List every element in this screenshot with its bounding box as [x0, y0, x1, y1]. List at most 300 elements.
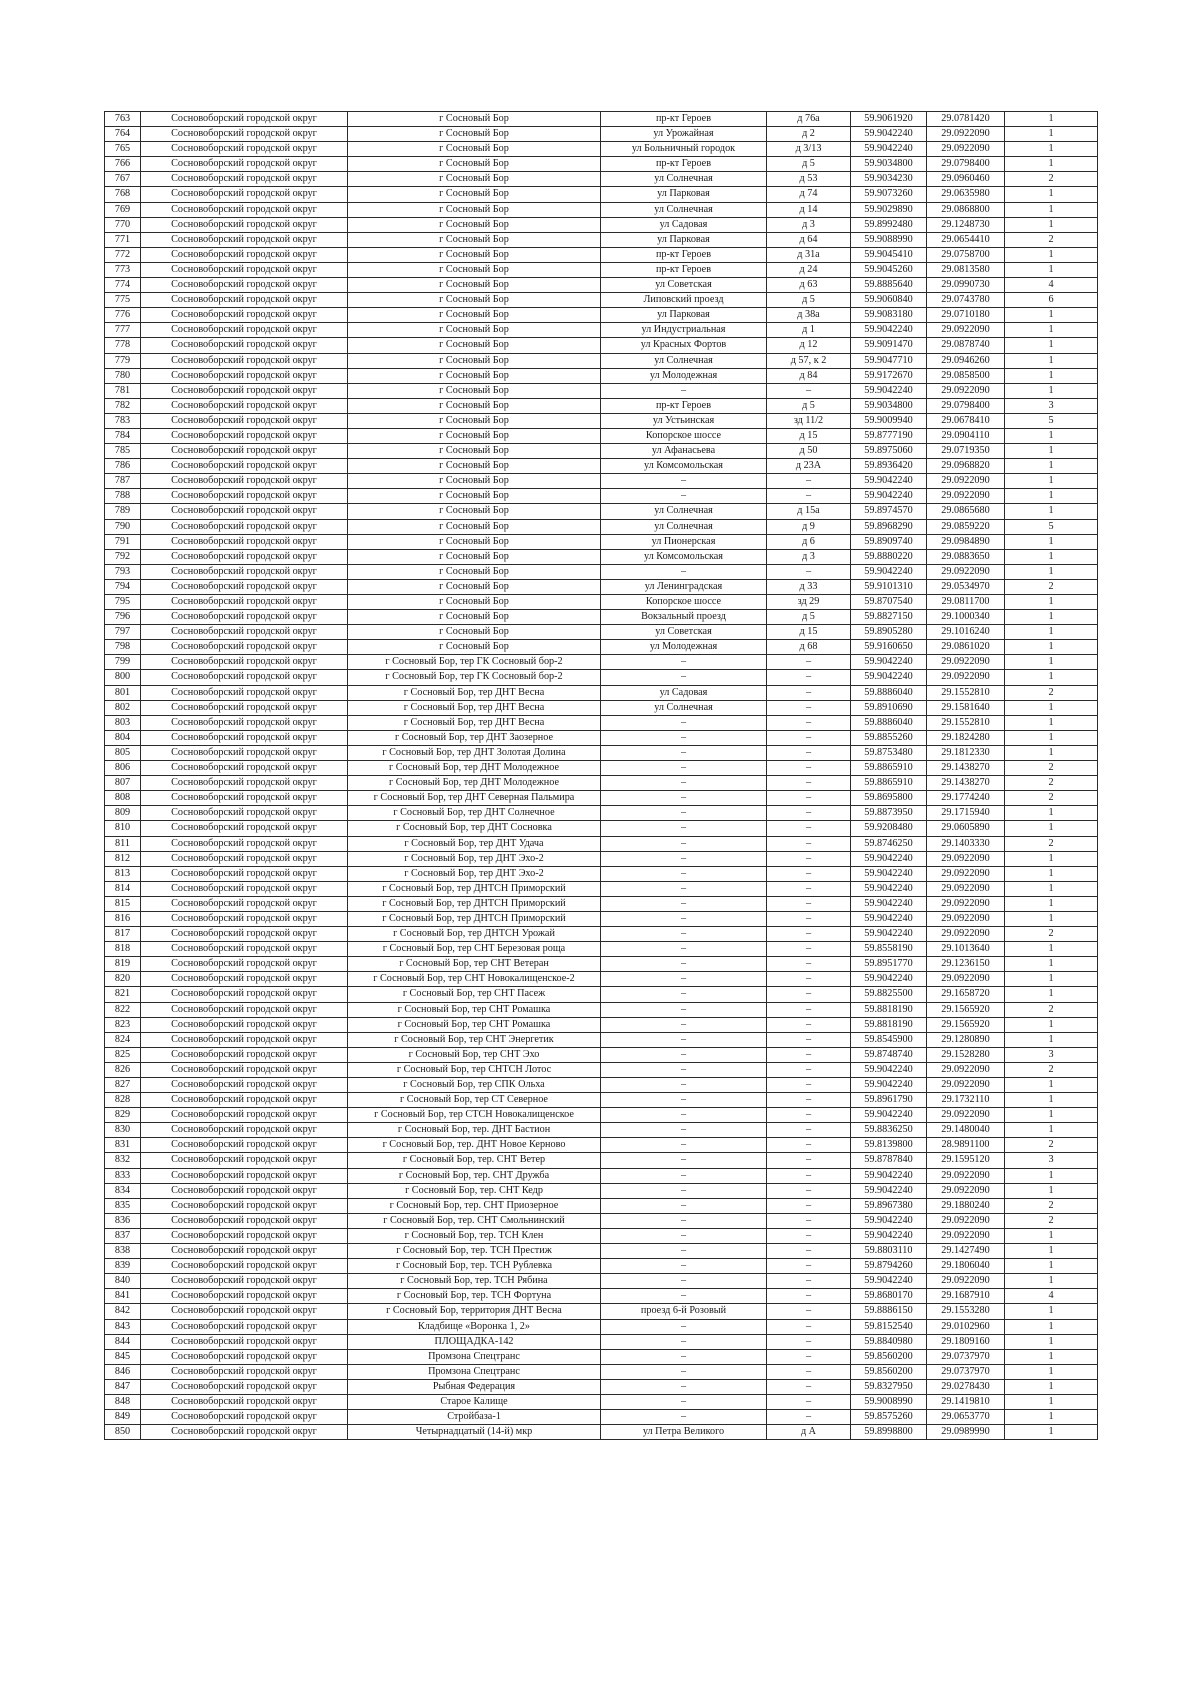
- count-cell: 1: [1005, 308, 1098, 323]
- table-row: [105, 700, 1098, 715]
- row-number-cell: 838: [105, 1244, 141, 1259]
- settlement-cell: г Сосновый Бор, тер СНТ Энергетик: [348, 1032, 601, 1047]
- latitude-cell: 59.8803110: [851, 1244, 927, 1259]
- latitude-cell: 59.8968290: [851, 519, 927, 534]
- settlement-cell: г Сосновый Бор: [348, 459, 601, 474]
- settlement-cell: г Сосновый Бор, тер ДНТСН Приморский: [348, 911, 601, 926]
- district-cell: Сосновоборский городской округ: [141, 1183, 348, 1198]
- table-row: [105, 1244, 1098, 1259]
- row-number-cell: 843: [105, 1319, 141, 1334]
- row-number-cell: 817: [105, 927, 141, 942]
- latitude-cell: 59.8748740: [851, 1047, 927, 1062]
- house-cell: д 24: [767, 262, 851, 277]
- house-cell: –: [767, 685, 851, 700]
- settlement-cell: г Сосновый Бор, тер ДНТ Сосновка: [348, 821, 601, 836]
- district-cell: Сосновоборский городской округ: [141, 1289, 348, 1304]
- count-cell: 1: [1005, 534, 1098, 549]
- district-cell: Сосновоборский городской округ: [141, 323, 348, 338]
- table-row: [105, 1410, 1098, 1425]
- row-number-cell: 789: [105, 504, 141, 519]
- house-cell: –: [767, 942, 851, 957]
- house-cell: д 31а: [767, 247, 851, 262]
- house-cell: д 84: [767, 368, 851, 383]
- longitude-cell: 29.1438270: [927, 776, 1005, 791]
- settlement-cell: г Сосновый Бор, тер ДНТСН Приморский: [348, 896, 601, 911]
- row-number-cell: 767: [105, 172, 141, 187]
- table-row: [105, 1078, 1098, 1093]
- longitude-cell: 29.0922090: [927, 323, 1005, 338]
- table-row: [105, 172, 1098, 187]
- table-row: [105, 1108, 1098, 1123]
- settlement-cell: г Сосновый Бор: [348, 262, 601, 277]
- count-cell: 1: [1005, 444, 1098, 459]
- settlement-cell: г Сосновый Бор: [348, 564, 601, 579]
- settlement-cell: г Сосновый Бор, тер. СНТ Ветер: [348, 1153, 601, 1168]
- street-cell: Вокзальный проезд: [601, 610, 767, 625]
- latitude-cell: 59.9042240: [851, 1108, 927, 1123]
- street-cell: пр-кт Героев: [601, 398, 767, 413]
- latitude-cell: 59.9101310: [851, 579, 927, 594]
- longitude-cell: 29.0719350: [927, 444, 1005, 459]
- settlement-cell: г Сосновый Бор, тер ГК Сосновый бор-2: [348, 655, 601, 670]
- count-cell: 2: [1005, 1138, 1098, 1153]
- row-number-cell: 813: [105, 866, 141, 881]
- latitude-cell: 59.8909740: [851, 534, 927, 549]
- latitude-cell: 59.8855260: [851, 730, 927, 745]
- longitude-cell: 29.0960460: [927, 172, 1005, 187]
- row-number-cell: 805: [105, 745, 141, 760]
- row-number-cell: 796: [105, 610, 141, 625]
- longitude-cell: 29.0678410: [927, 413, 1005, 428]
- district-cell: Сосновоборский городской округ: [141, 927, 348, 942]
- table-row: [105, 504, 1098, 519]
- latitude-cell: 59.9042240: [851, 142, 927, 157]
- district-cell: Сосновоборский городской округ: [141, 1394, 348, 1409]
- count-cell: 1: [1005, 700, 1098, 715]
- longitude-cell: 29.0922090: [927, 142, 1005, 157]
- latitude-cell: 59.9042240: [851, 474, 927, 489]
- longitude-cell: 29.0922090: [927, 1168, 1005, 1183]
- table-row: [105, 1017, 1098, 1032]
- longitude-cell: 29.1812330: [927, 745, 1005, 760]
- district-cell: Сосновоборский городской округ: [141, 715, 348, 730]
- latitude-cell: 59.9042240: [851, 1228, 927, 1243]
- house-cell: д 68: [767, 640, 851, 655]
- settlement-cell: г Сосновый Бор: [348, 353, 601, 368]
- house-cell: –: [767, 1319, 851, 1334]
- row-number-cell: 765: [105, 142, 141, 157]
- district-cell: Сосновоборский городской округ: [141, 1123, 348, 1138]
- district-cell: Сосновоборский городской округ: [141, 474, 348, 489]
- house-cell: –: [767, 564, 851, 579]
- count-cell: 1: [1005, 1364, 1098, 1379]
- house-cell: –: [767, 1289, 851, 1304]
- table-row: [105, 474, 1098, 489]
- latitude-cell: 59.9042240: [851, 489, 927, 504]
- house-cell: –: [767, 1108, 851, 1123]
- street-cell: пр-кт Героев: [601, 157, 767, 172]
- settlement-cell: г Сосновый Бор, тер СНТ Пасеж: [348, 987, 601, 1002]
- row-number-cell: 819: [105, 957, 141, 972]
- longitude-cell: 29.0922090: [927, 1062, 1005, 1077]
- street-cell: –: [601, 1349, 767, 1364]
- district-cell: Сосновоборский городской округ: [141, 142, 348, 157]
- table-row: [105, 1198, 1098, 1213]
- house-cell: д 64: [767, 232, 851, 247]
- longitude-cell: 29.0743780: [927, 293, 1005, 308]
- latitude-cell: 59.8794260: [851, 1259, 927, 1274]
- latitude-cell: 59.9160650: [851, 640, 927, 655]
- settlement-cell: г Сосновый Бор, тер ДНТ Молодежное: [348, 776, 601, 791]
- district-cell: Сосновоборский городской округ: [141, 942, 348, 957]
- street-cell: –: [601, 1123, 767, 1138]
- row-number-cell: 830: [105, 1123, 141, 1138]
- house-cell: –: [767, 1394, 851, 1409]
- district-cell: Сосновоборский городской округ: [141, 1213, 348, 1228]
- street-cell: –: [601, 1379, 767, 1394]
- district-cell: Сосновоборский городской округ: [141, 413, 348, 428]
- count-cell: 1: [1005, 1410, 1098, 1425]
- district-cell: Сосновоборский городской округ: [141, 730, 348, 745]
- settlement-cell: г Сосновый Бор: [348, 127, 601, 142]
- latitude-cell: 59.8825500: [851, 987, 927, 1002]
- table-row: [105, 957, 1098, 972]
- longitude-cell: 29.0737970: [927, 1364, 1005, 1379]
- street-cell: –: [601, 896, 767, 911]
- count-cell: 1: [1005, 504, 1098, 519]
- street-cell: ул Петра Великого: [601, 1425, 767, 1440]
- house-cell: –: [767, 972, 851, 987]
- count-cell: 1: [1005, 595, 1098, 610]
- settlement-cell: г Сосновый Бор: [348, 368, 601, 383]
- settlement-cell: г Сосновый Бор: [348, 610, 601, 625]
- count-cell: 1: [1005, 625, 1098, 640]
- settlement-cell: г Сосновый Бор: [348, 595, 601, 610]
- latitude-cell: 59.8827150: [851, 610, 927, 625]
- district-cell: Сосновоборский городской округ: [141, 519, 348, 534]
- count-cell: 1: [1005, 942, 1098, 957]
- district-cell: Сосновоборский городской округ: [141, 157, 348, 172]
- house-cell: –: [767, 1047, 851, 1062]
- longitude-cell: 29.1552810: [927, 685, 1005, 700]
- street-cell: –: [601, 987, 767, 1002]
- count-cell: 1: [1005, 806, 1098, 821]
- count-cell: 3: [1005, 1153, 1098, 1168]
- table-row: [105, 610, 1098, 625]
- house-cell: –: [767, 881, 851, 896]
- settlement-cell: г Сосновый Бор: [348, 338, 601, 353]
- table-row: [105, 911, 1098, 926]
- house-cell: д 6: [767, 534, 851, 549]
- table-row: [105, 1349, 1098, 1364]
- district-cell: Сосновоборский городской округ: [141, 353, 348, 368]
- house-cell: –: [767, 987, 851, 1002]
- latitude-cell: 59.8818190: [851, 1002, 927, 1017]
- row-number-cell: 844: [105, 1334, 141, 1349]
- settlement-cell: г Сосновый Бор: [348, 640, 601, 655]
- longitude-cell: 29.0922090: [927, 911, 1005, 926]
- count-cell: 1: [1005, 972, 1098, 987]
- house-cell: д 50: [767, 444, 851, 459]
- longitude-cell: 29.0861020: [927, 640, 1005, 655]
- longitude-cell: 29.0654410: [927, 232, 1005, 247]
- district-cell: Сосновоборский городской округ: [141, 172, 348, 187]
- row-number-cell: 798: [105, 640, 141, 655]
- street-cell: –: [601, 942, 767, 957]
- row-number-cell: 800: [105, 670, 141, 685]
- latitude-cell: 59.8975060: [851, 444, 927, 459]
- latitude-cell: 59.9042240: [851, 1213, 927, 1228]
- table-row: [105, 1062, 1098, 1077]
- table-row: [105, 1379, 1098, 1394]
- longitude-cell: 29.0922090: [927, 1108, 1005, 1123]
- count-cell: 1: [1005, 262, 1098, 277]
- district-cell: Сосновоборский городской округ: [141, 836, 348, 851]
- table-row: [105, 1394, 1098, 1409]
- settlement-cell: г Сосновый Бор, тер СНТ Ромашка: [348, 1017, 601, 1032]
- longitude-cell: 29.0922090: [927, 489, 1005, 504]
- district-cell: Сосновоборский городской округ: [141, 1017, 348, 1032]
- table-row: [105, 745, 1098, 760]
- street-cell: –: [601, 1198, 767, 1213]
- street-cell: –: [601, 1213, 767, 1228]
- latitude-cell: 59.9091470: [851, 338, 927, 353]
- street-cell: ул Парковая: [601, 308, 767, 323]
- district-cell: Сосновоборский городской округ: [141, 202, 348, 217]
- house-cell: –: [767, 383, 851, 398]
- house-cell: –: [767, 1349, 851, 1364]
- longitude-cell: 29.1809160: [927, 1334, 1005, 1349]
- count-cell: 1: [1005, 1334, 1098, 1349]
- count-cell: 2: [1005, 232, 1098, 247]
- longitude-cell: 29.0922090: [927, 1078, 1005, 1093]
- settlement-cell: г Сосновый Бор: [348, 489, 601, 504]
- district-cell: Сосновоборский городской округ: [141, 625, 348, 640]
- street-cell: –: [601, 474, 767, 489]
- latitude-cell: 59.8865910: [851, 776, 927, 791]
- count-cell: 1: [1005, 368, 1098, 383]
- row-number-cell: 782: [105, 398, 141, 413]
- row-number-cell: 823: [105, 1017, 141, 1032]
- street-cell: –: [601, 1394, 767, 1409]
- latitude-cell: 59.9045260: [851, 262, 927, 277]
- district-cell: Сосновоборский городской округ: [141, 368, 348, 383]
- settlement-cell: г Сосновый Бор, территория ДНТ Весна: [348, 1304, 601, 1319]
- table-row: [105, 1425, 1098, 1440]
- district-cell: Сосновоборский городской округ: [141, 1093, 348, 1108]
- latitude-cell: 59.8967380: [851, 1198, 927, 1213]
- count-cell: 2: [1005, 761, 1098, 776]
- district-cell: Сосновоборский городской округ: [141, 745, 348, 760]
- row-number-cell: 832: [105, 1153, 141, 1168]
- latitude-cell: 59.9042240: [851, 851, 927, 866]
- house-cell: д 15: [767, 428, 851, 443]
- row-number-cell: 807: [105, 776, 141, 791]
- street-cell: –: [601, 1259, 767, 1274]
- house-cell: –: [767, 1334, 851, 1349]
- table-row: [105, 323, 1098, 338]
- house-cell: д 23А: [767, 459, 851, 474]
- district-cell: Сосновоборский городской округ: [141, 232, 348, 247]
- row-number-cell: 790: [105, 519, 141, 534]
- longitude-cell: 29.0904110: [927, 428, 1005, 443]
- table-row: [105, 187, 1098, 202]
- latitude-cell: 59.9047710: [851, 353, 927, 368]
- settlement-cell: г Сосновый Бор: [348, 157, 601, 172]
- district-cell: Сосновоборский городской округ: [141, 489, 348, 504]
- house-cell: –: [767, 836, 851, 851]
- count-cell: 1: [1005, 866, 1098, 881]
- district-cell: Сосновоборский городской округ: [141, 1138, 348, 1153]
- settlement-cell: г Сосновый Бор, тер СНТ Ветеран: [348, 957, 601, 972]
- count-cell: 1: [1005, 896, 1098, 911]
- row-number-cell: 818: [105, 942, 141, 957]
- table-row: [105, 489, 1098, 504]
- table-row: [105, 881, 1098, 896]
- longitude-cell: 29.1013640: [927, 942, 1005, 957]
- longitude-cell: 29.1565920: [927, 1002, 1005, 1017]
- row-number-cell: 827: [105, 1078, 141, 1093]
- longitude-cell: 29.0922090: [927, 1183, 1005, 1198]
- street-cell: пр-кт Героев: [601, 262, 767, 277]
- latitude-cell: 59.9042240: [851, 1274, 927, 1289]
- street-cell: пр-кт Героев: [601, 247, 767, 262]
- latitude-cell: 59.9083180: [851, 308, 927, 323]
- district-cell: Сосновоборский городской округ: [141, 851, 348, 866]
- settlement-cell: г Сосновый Бор, тер. ТСН Клен: [348, 1228, 601, 1243]
- count-cell: 2: [1005, 1213, 1098, 1228]
- longitude-cell: 29.0883650: [927, 549, 1005, 564]
- street-cell: –: [601, 806, 767, 821]
- settlement-cell: г Сосновый Бор, тер СТСН Новокалищенское: [348, 1108, 601, 1123]
- table-row: [105, 1334, 1098, 1349]
- table-row: [105, 1274, 1098, 1289]
- district-cell: Сосновоборский городской округ: [141, 112, 348, 127]
- longitude-cell: 29.1438270: [927, 761, 1005, 776]
- longitude-cell: 29.1732110: [927, 1093, 1005, 1108]
- row-number-cell: 791: [105, 534, 141, 549]
- count-cell: 2: [1005, 791, 1098, 806]
- house-cell: –: [767, 1244, 851, 1259]
- latitude-cell: 59.8873950: [851, 806, 927, 821]
- row-number-cell: 839: [105, 1259, 141, 1274]
- street-cell: –: [601, 761, 767, 776]
- street-cell: –: [601, 1168, 767, 1183]
- district-cell: Сосновоборский городской округ: [141, 1002, 348, 1017]
- row-number-cell: 824: [105, 1032, 141, 1047]
- house-cell: –: [767, 1183, 851, 1198]
- table-row: [105, 278, 1098, 293]
- table-row: [105, 896, 1098, 911]
- count-cell: 1: [1005, 187, 1098, 202]
- row-number-cell: 786: [105, 459, 141, 474]
- settlement-cell: г Сосновый Бор: [348, 444, 601, 459]
- count-cell: 1: [1005, 1093, 1098, 1108]
- house-cell: –: [767, 1259, 851, 1274]
- street-cell: –: [601, 821, 767, 836]
- count-cell: 1: [1005, 1319, 1098, 1334]
- street-cell: –: [601, 1047, 767, 1062]
- street-cell: –: [601, 655, 767, 670]
- latitude-cell: 59.9042240: [851, 911, 927, 926]
- table-row: [105, 293, 1098, 308]
- street-cell: –: [601, 1319, 767, 1334]
- house-cell: д А: [767, 1425, 851, 1440]
- longitude-cell: 29.0798400: [927, 398, 1005, 413]
- district-cell: Сосновоборский городской округ: [141, 127, 348, 142]
- house-cell: д 5: [767, 157, 851, 172]
- latitude-cell: 59.8680170: [851, 1289, 927, 1304]
- street-cell: –: [601, 1289, 767, 1304]
- table-row: [105, 1183, 1098, 1198]
- settlement-cell: г Сосновый Бор, тер. ДНТ Новое Керново: [348, 1138, 601, 1153]
- table-row: [105, 157, 1098, 172]
- count-cell: 1: [1005, 1244, 1098, 1259]
- district-cell: Сосновоборский городской округ: [141, 1349, 348, 1364]
- longitude-cell: 29.0758700: [927, 247, 1005, 262]
- row-number-cell: 828: [105, 1093, 141, 1108]
- table-row: [105, 972, 1098, 987]
- row-number-cell: 849: [105, 1410, 141, 1425]
- settlement-cell: г Сосновый Бор, тер ДНТ Эхо-2: [348, 866, 601, 881]
- settlement-cell: Промзона Спецтранс: [348, 1364, 601, 1379]
- longitude-cell: 29.0865680: [927, 504, 1005, 519]
- longitude-cell: 29.0989990: [927, 1425, 1005, 1440]
- district-cell: Сосновоборский городской округ: [141, 1274, 348, 1289]
- house-cell: –: [767, 1410, 851, 1425]
- row-number-cell: 848: [105, 1394, 141, 1409]
- house-cell: –: [767, 489, 851, 504]
- latitude-cell: 59.8139800: [851, 1138, 927, 1153]
- settlement-cell: г Сосновый Бор, тер ДНТ Весна: [348, 715, 601, 730]
- street-cell: ул Советская: [601, 625, 767, 640]
- count-cell: 2: [1005, 927, 1098, 942]
- table-row: [105, 791, 1098, 806]
- latitude-cell: 59.9042240: [851, 670, 927, 685]
- district-cell: Сосновоборский городской округ: [141, 1108, 348, 1123]
- house-cell: –: [767, 655, 851, 670]
- table-row: [105, 383, 1098, 398]
- district-cell: Сосновоборский городской округ: [141, 640, 348, 655]
- street-cell: пр-кт Героев: [601, 112, 767, 127]
- latitude-cell: 59.8746250: [851, 836, 927, 851]
- table-row: [105, 1032, 1098, 1047]
- longitude-cell: 29.0922090: [927, 383, 1005, 398]
- house-cell: –: [767, 1093, 851, 1108]
- settlement-cell: г Сосновый Бор, тер. ДНТ Бастион: [348, 1123, 601, 1138]
- latitude-cell: 59.8905280: [851, 625, 927, 640]
- row-number-cell: 780: [105, 368, 141, 383]
- district-cell: Сосновоборский городской округ: [141, 564, 348, 579]
- count-cell: 2: [1005, 1002, 1098, 1017]
- settlement-cell: г Сосновый Бор: [348, 142, 601, 157]
- district-cell: Сосновоборский городской округ: [141, 791, 348, 806]
- street-cell: ул Молодежная: [601, 640, 767, 655]
- house-cell: д 12: [767, 338, 851, 353]
- street-cell: ул Комсомольская: [601, 459, 767, 474]
- street-cell: ул Ленинградская: [601, 579, 767, 594]
- house-cell: –: [767, 1304, 851, 1319]
- row-number-cell: 821: [105, 987, 141, 1002]
- longitude-cell: 29.1480040: [927, 1123, 1005, 1138]
- settlement-cell: г Сосновый Бор, тер. СНТ Смольнинский: [348, 1213, 601, 1228]
- longitude-cell: 29.0922090: [927, 1228, 1005, 1243]
- district-cell: Сосновоборский городской округ: [141, 806, 348, 821]
- row-number-cell: 842: [105, 1304, 141, 1319]
- settlement-cell: г Сосновый Бор: [348, 232, 601, 247]
- street-cell: –: [601, 1078, 767, 1093]
- house-cell: –: [767, 911, 851, 926]
